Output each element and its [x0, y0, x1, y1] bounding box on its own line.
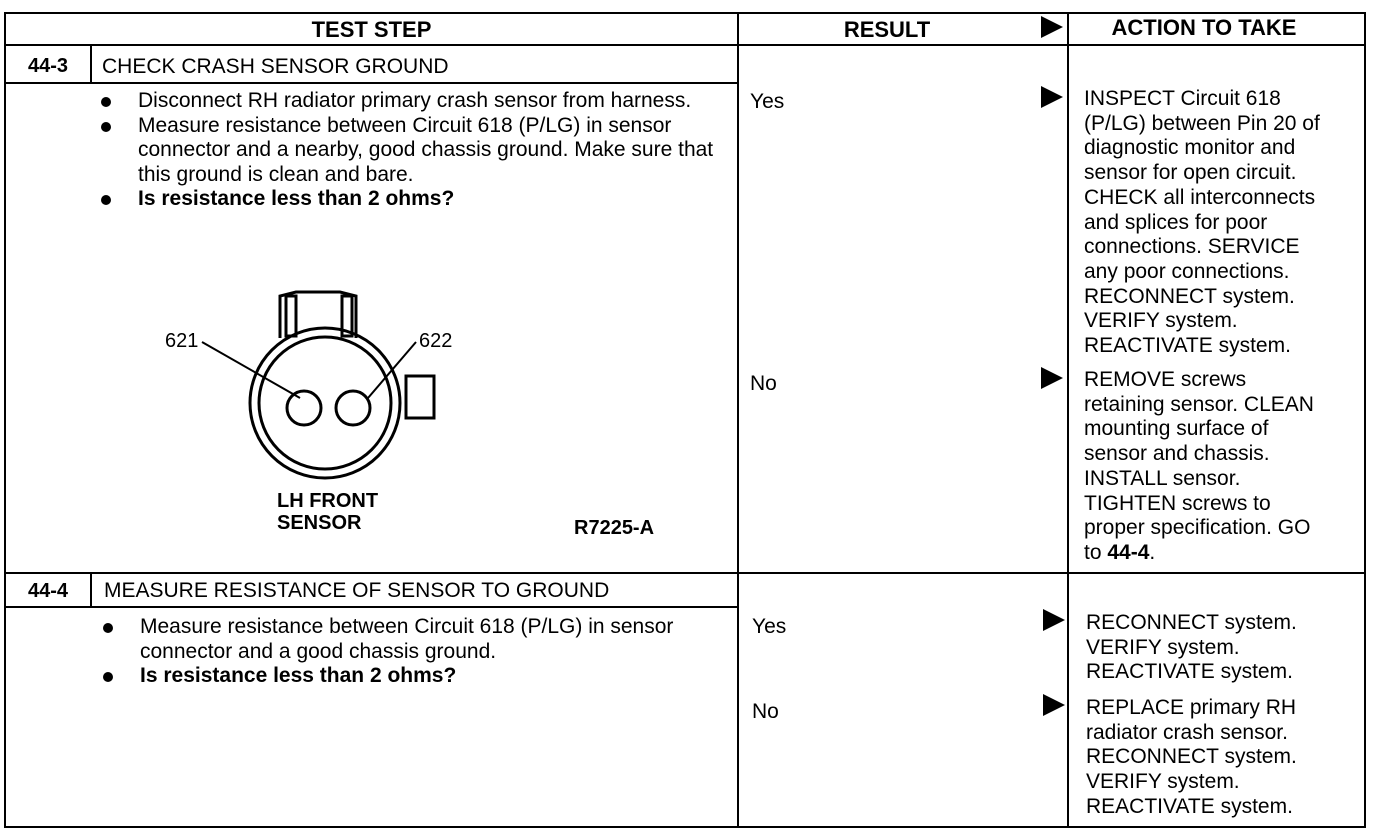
pin-label-622: 622 — [419, 330, 453, 352]
action-text-tail: . — [1149, 540, 1156, 564]
action-goto-step: 44-4 — [1107, 540, 1150, 564]
instruction-item: Disconnect RH radiator primary crash sensor from harness. — [98, 89, 718, 114]
action-text-main: REMOVE screws retaining sensor. CLEAN mounting surface of sensor and chassis. INSTALL sensor. TIGHTEN screws to proper specification. GO to — [1084, 368, 1314, 564]
action-text — [1084, 368, 1374, 566]
column-divider-2 — [1067, 12, 1069, 828]
instruction-item: Measure resistance between Circuit 618 (P/LG) in sensor connector and a good chassis ground. — [100, 615, 720, 664]
column-divider-1 — [737, 12, 739, 828]
action-text: REPLACE primary RH radiator crash sensor. RECONNECT system. VERIFY system. REACTIVATE system. — [1086, 696, 1297, 818]
figure-caption-line1: LH FRONT — [277, 490, 379, 512]
step2-number-divider — [90, 574, 92, 607]
step-instructions — [98, 89, 718, 212]
result-no: No — [752, 700, 779, 723]
pin-622 — [336, 391, 370, 425]
figure-caption — [277, 490, 378, 534]
step-title: MEASURE RESISTANCE OF SENSOR TO GROUND — [104, 579, 610, 602]
pin-621 — [287, 391, 321, 425]
connector-inner-ring — [259, 337, 391, 469]
action-text: INSPECT Circuit 618 (P/LG) between Pin 20 of diagnostic monitor and sensor for open circuit. CHECK all interconnects and splices for poor connections. SERVICE any poor connections. RECONNECT system. VERIFY system. REACTIVATE system. — [1084, 87, 1320, 358]
step-number: 44-3 — [27, 55, 69, 77]
instruction-question: Is resistance less than 2 ohms? — [98, 187, 718, 212]
header-underline — [4, 44, 1366, 46]
instruction-question: Is resistance less than 2 ohms? — [100, 664, 720, 689]
result-no: No — [750, 372, 777, 395]
result-arrow-icon — [1043, 694, 1065, 716]
leader-line-622 — [368, 342, 416, 398]
step2-title-bottom — [4, 606, 737, 608]
connector-outer-ring — [250, 328, 400, 478]
table-border-bottom — [4, 826, 1366, 828]
table-border-top — [4, 12, 1366, 14]
connector-side-tab — [406, 376, 434, 418]
result-yes: Yes — [750, 90, 785, 113]
connector-tab-slot-left — [286, 296, 296, 336]
result-arrow-icon — [1041, 86, 1063, 108]
step-number: 44-4 — [27, 580, 69, 602]
header-result: RESULT — [843, 17, 931, 42]
figure-code: R7225-A — [574, 517, 655, 539]
result-yes: Yes — [752, 615, 787, 638]
step-title: CHECK CRASH SENSOR GROUND — [102, 55, 449, 78]
instruction-item: Measure resistance between Circuit 618 (P/LG) in sensor connector and a nearby, good chassis ground. Make sure that this ground is clean and bare. — [98, 114, 718, 188]
step-instructions — [100, 615, 720, 689]
step1-title-bottom — [4, 82, 737, 84]
header-action: ACTION TO TAKE — [1111, 15, 1297, 40]
figure-caption-line2: SENSOR — [277, 512, 362, 534]
table-border-left — [4, 12, 6, 828]
header-test-step: TEST STEP — [311, 17, 432, 42]
header-arrow-icon — [1041, 16, 1063, 38]
pin-label-621: 621 — [165, 330, 199, 352]
step1-number-divider — [90, 46, 92, 83]
result-arrow-icon — [1041, 367, 1063, 389]
result-arrow-icon — [1043, 609, 1065, 631]
step-divider — [4, 572, 1366, 574]
action-text: RECONNECT system. VERIFY system. REACTIVATE system. — [1086, 611, 1297, 684]
